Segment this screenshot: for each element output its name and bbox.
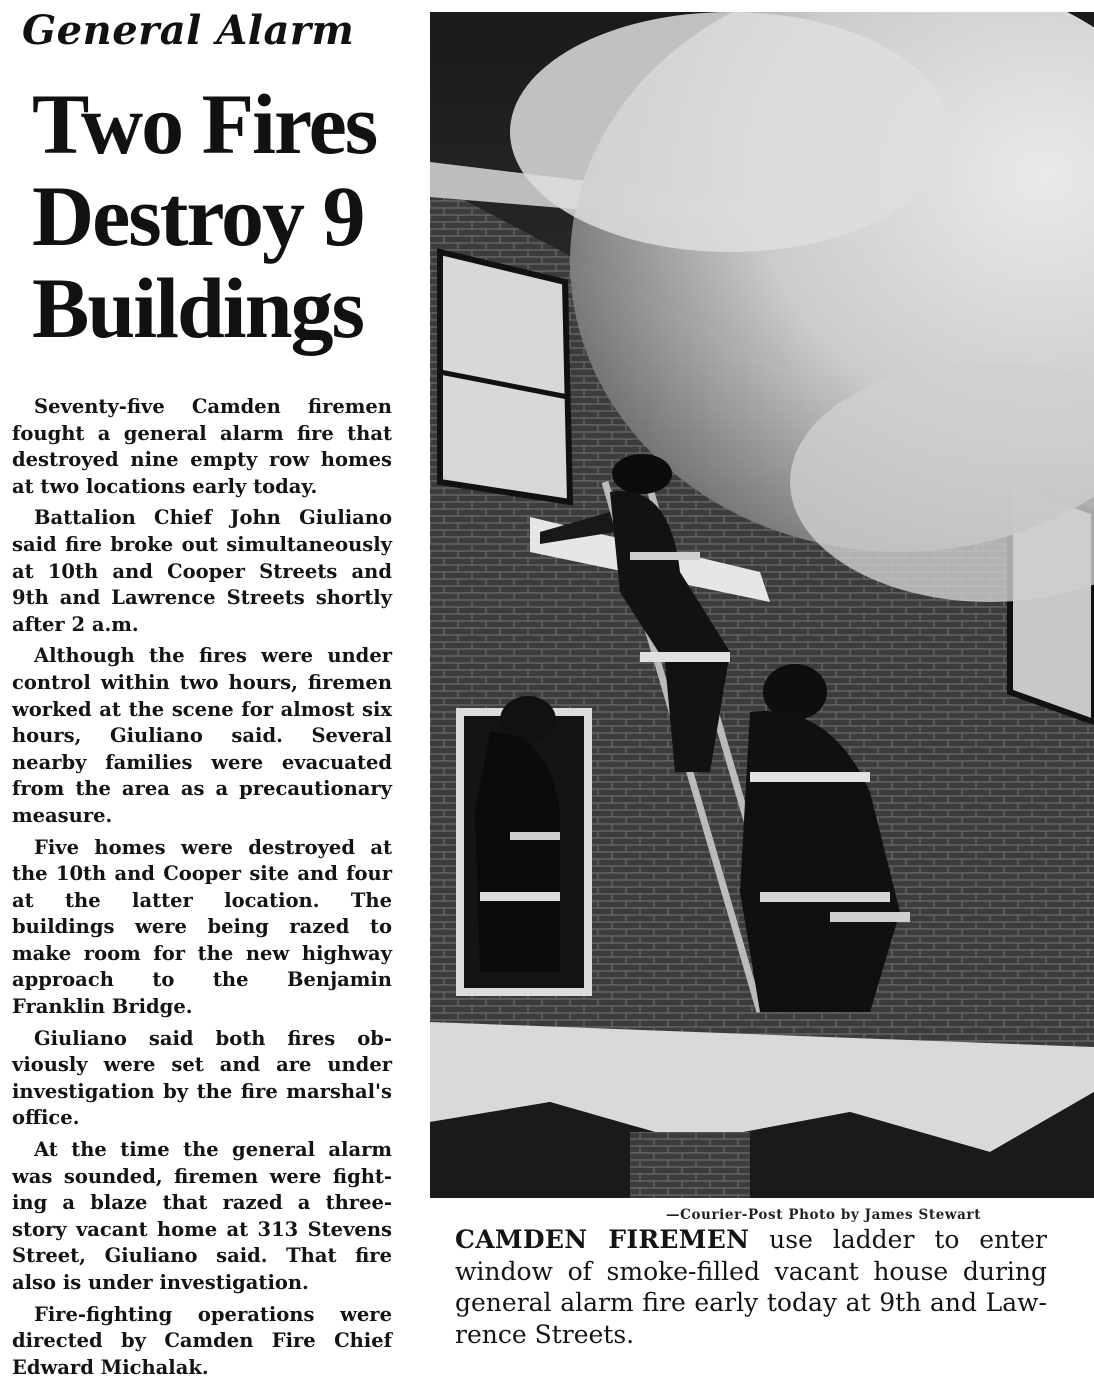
photo-caption — [455, 1224, 1047, 1350]
photo-credit: —Courier-Post Photo by James Stewart — [666, 1207, 982, 1223]
paragraph: Giuliano said both fires obviously were set and are under investigation by the fire marshal's office. — [12, 1026, 392, 1130]
news-photo — [430, 12, 1094, 1198]
headline: Two Fires Destroy 9 Buildings — [32, 76, 377, 356]
paragraph: Seventy-five Camden firemen fought a general alarm fire that destroyed nine empty row homes at two locations early today. — [12, 395, 392, 498]
paragraph: At the time the general alarm was sounded, firemen were fighting a blaze that razed a three-story vacant home at 313 Stevens Street, Giuliano said. That fire also is under investigation. — [12, 1138, 392, 1294]
paragraph: Although the fires were under control within two hours, firemen worked at the scene for almost six hours, Giuliano said. Several nearby families were evacuated from the area as a precautionary measure. — [12, 644, 392, 827]
paragraph: Fire-fighting operations were directed by Camden Fire Chief Edward Michalak. — [12, 1302, 392, 1379]
firemen-on-ladder-illustration — [430, 12, 1094, 1198]
paragraph: Battalion Chief John Giuliano said fire broke out simultaneously at 10th and Cooper Streets and 9th and Lawrence Streets shortly after 2 a.m. — [12, 506, 392, 636]
caption-lead: CAMDEN FIREMEN — [455, 1225, 750, 1254]
paragraph: Five homes were destroyed at the 10th and Cooper site and four at the latter location. The buildings were being razed to make room for the new highway approach to the Benjamin Franklin Bridge. — [12, 835, 392, 1019]
caption-text: use ladder to enter window of smoke-filled vacant house during general alarm fire early today at 9th and Lawrence Streets. — [455, 1225, 1047, 1349]
article-body — [12, 394, 392, 1386]
kicker: General Alarm — [22, 7, 355, 54]
